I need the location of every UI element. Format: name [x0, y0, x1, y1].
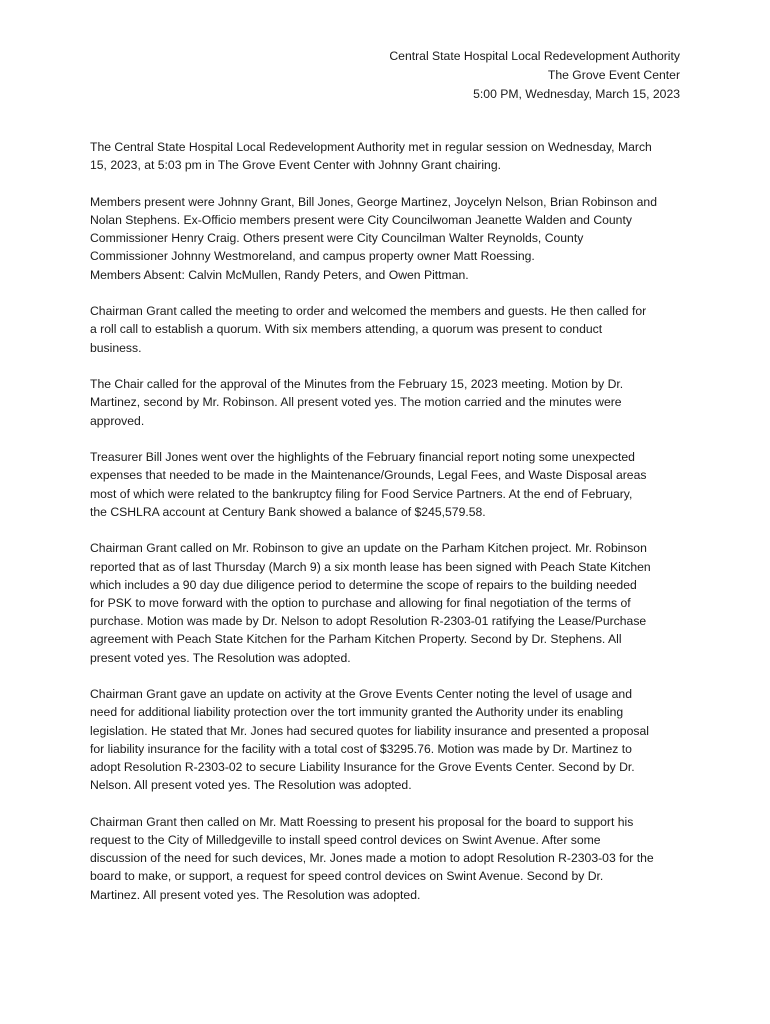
paragraph-line: discussion of the need for such devices, Mr. Jones made a motion to adopt Resolution R-2303-03 for the: [90, 851, 654, 866]
venue-name: The Grove Event Center: [547, 68, 680, 82]
paragraph-line: Commissioner Johnny Westmoreland, and campus property owner Matt Roessing.: [90, 249, 535, 264]
organization-name: Central State Hospital Local Redevelopment Authority: [389, 49, 680, 63]
document-header: [389, 47, 680, 104]
paragraph-line: Commissioner Henry Craig. Others present were City Councilman Walter Reynolds, County: [90, 231, 584, 246]
paragraph-line: Chairman Grant called the meeting to order and welcomed the members and guests. He then called for: [90, 304, 647, 319]
paragraph-line: for liability insurance for the facility with a total cost of $3295.76. Motion was made by Dr. Martinez to: [90, 741, 632, 756]
paragraph-line: most of which were related to the bankruptcy filing for Food Service Partners. At the end of February,: [90, 486, 633, 501]
paragraph-line: present voted yes. The Resolution was adopted.: [90, 650, 351, 665]
paragraph-line: Martinez. All present voted yes. The Resolution was adopted.: [90, 887, 421, 902]
paragraph-line: legislation. He stated that Mr. Jones had secured quotes for liability insurance and presented a proposal: [90, 723, 649, 738]
paragraph-line: reported that as of last Thursday (March 9) a six month lease has been signed with Peach State Kitchen: [90, 559, 651, 574]
paragraph-line: agreement with Peach State Kitchen for the Parham Kitchen Property. Second by Dr. Stephens. All: [90, 632, 622, 647]
minutes-paragraph: [90, 138, 690, 174]
paragraph-line: request to the City of Milledgeville to install speed control devices on Swint Avenue. After some: [90, 833, 601, 848]
paragraph-line: Treasurer Bill Jones went over the highlights of the February financial report noting some unexpected: [90, 450, 635, 465]
paragraph-line: Members Absent: Calvin McMullen, Randy Peters, and Owen Pittman.: [90, 267, 469, 282]
paragraph-line: the CSHLRA account at Century Bank showed a balance of $245,579.58.: [90, 504, 486, 519]
minutes-paragraph: [90, 375, 690, 430]
meeting-datetime: 5:00 PM, Wednesday, March 15, 2023: [473, 87, 680, 101]
paragraph-line: expenses that needed to be made in the Maintenance/Grounds, Legal Fees, and Waste Disposal areas: [90, 468, 647, 483]
paragraph-line: for PSK to move forward with the option to purchase and allowing for final negotiation of the terms of: [90, 596, 631, 611]
paragraph-line: Chairman Grant called on Mr. Robinson to give an update on the Parham Kitchen project. Mr. Robinson: [90, 541, 647, 556]
minutes-paragraph: [90, 448, 690, 521]
paragraph-line: purchase. Motion was made by Dr. Nelson to adopt Resolution R-2303-01 ratifying the Lease/Purchase: [90, 614, 647, 629]
minutes-body: [90, 138, 690, 922]
paragraph-line: Nelson. All present voted yes. The Resolution was adopted.: [90, 778, 412, 793]
paragraph-line: a roll call to establish a quorum. With six members attending, a quorum was present to conduct: [90, 322, 603, 337]
paragraph-line: business.: [90, 340, 142, 355]
paragraph-line: Members present were Johnny Grant, Bill Jones, George Martinez, Joycelyn Nelson, Brian Robinson and: [90, 194, 657, 209]
paragraph-line: The Chair called for the approval of the Minutes from the February 15, 2023 meeting. Motion by Dr.: [90, 377, 624, 392]
paragraph-line: Chairman Grant then called on Mr. Matt Roessing to present his proposal for the board to support his: [90, 814, 634, 829]
paragraph-line: adopt Resolution R-2303-02 to secure Liability Insurance for the Grove Events Center. Second by Dr.: [90, 760, 635, 775]
paragraph-line: The Central State Hospital Local Redevelopment Authority met in regular session on Wednesday, March: [90, 140, 652, 154]
minutes-paragraph: [90, 193, 690, 284]
paragraph-line: need for additional liability protection over the tort immunity granted the Authority under its enabling: [90, 705, 624, 720]
paragraph-line: approved.: [90, 413, 145, 428]
minutes-paragraph: [90, 302, 690, 357]
minutes-paragraph: [90, 813, 690, 904]
paragraph-line: Martinez, second by Mr. Robinson. All present voted yes. The motion carried and the minutes were: [90, 395, 622, 410]
paragraph-line: Chairman Grant gave an update on activity at the Grove Events Center noting the level of usage and: [90, 687, 632, 702]
minutes-paragraph: [90, 539, 690, 666]
paragraph-line: board to make, or support, a request for speed control devices on Swint Avenue. Second by Dr.: [90, 869, 604, 884]
minutes-paragraph: [90, 685, 690, 794]
paragraph-line: which includes a 90 day due diligence period to determine the scope of repairs to the building needed: [90, 577, 637, 592]
paragraph-line: 15, 2023, at 5:03 pm in The Grove Event Center with Johnny Grant chairing.: [90, 158, 501, 173]
paragraph-line: Nolan Stephens. Ex-Officio members present were City Councilwoman Jeanette Walden and County: [90, 213, 632, 227]
